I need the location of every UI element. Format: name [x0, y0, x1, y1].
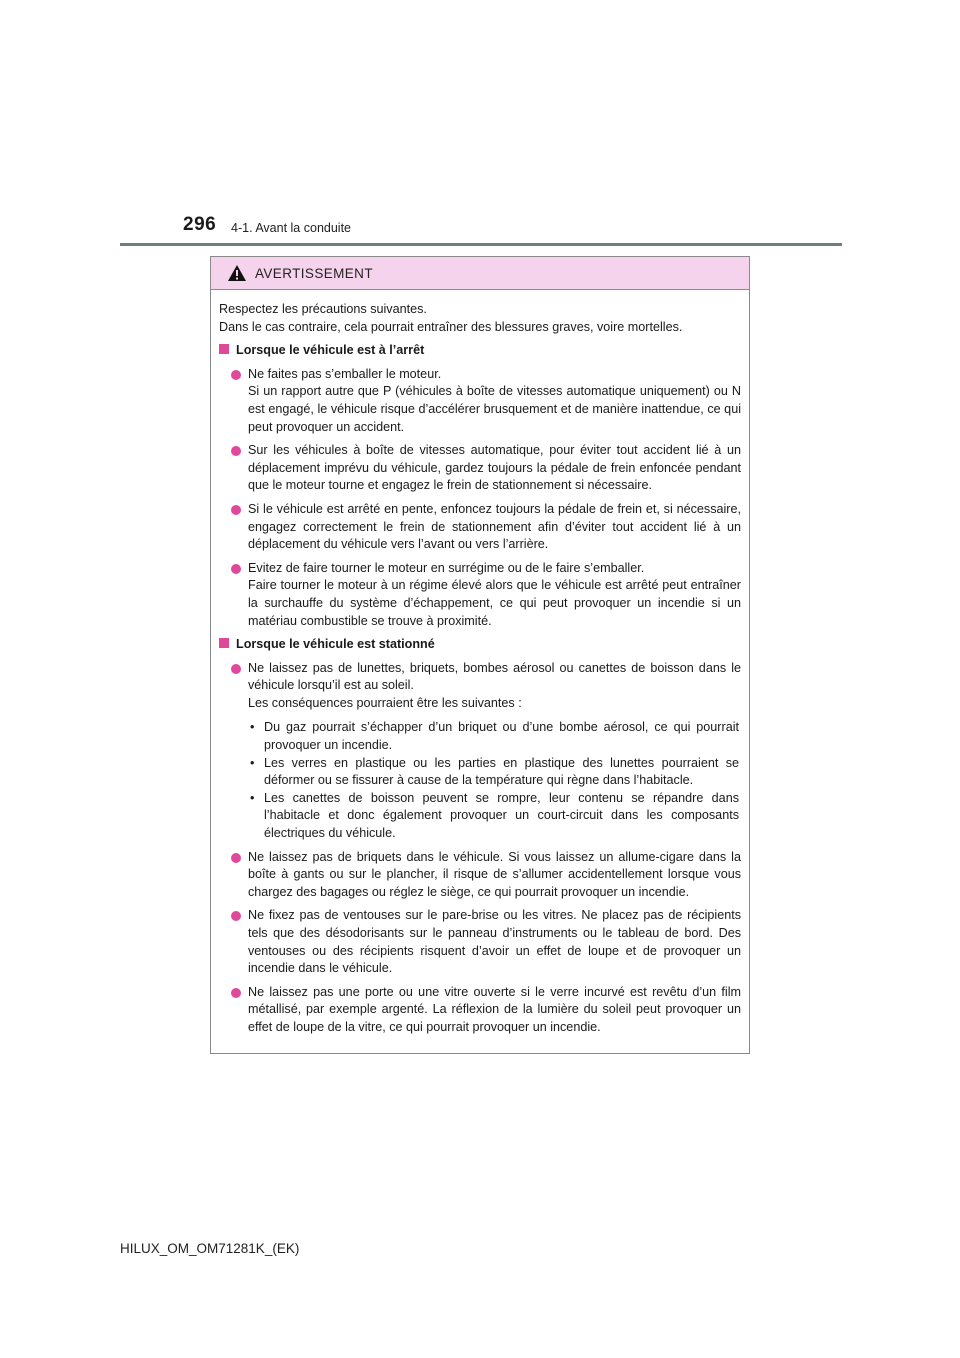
item-paragraph: Sur les véhicules à boîte de vitesses automatique, pour éviter tout accident lié à un déplacement imprévu du véhicule, gardez toujours la pédale de frein enfoncée pendant que le moteur tourne et engagez le frein de stationnement si nécessaire. [248, 443, 741, 493]
section-title: 4-1. Avant la conduite [231, 221, 351, 235]
warning-item-text [248, 442, 741, 495]
sub-list-item-text: Les verres en plastique ou les parties en plastique des lunettes pourraient se déformer ou se fissurer à cause de la température qui règne dans l’habitacle. [264, 755, 739, 788]
small-bullet-icon: • [250, 755, 255, 770]
small-bullet-icon: • [250, 720, 255, 735]
sub-list-item-text: Du gaz pourrait s’échapper d’un briquet ou d’une bombe aérosol, ce qui pourrait provoquer un incendie. [264, 720, 739, 753]
sub-list-item [248, 719, 741, 754]
small-bullet-icon: • [250, 790, 255, 805]
item-paragraph: Ne fixez pas de ventouses sur le pare-brise ou les vitres. Ne placez pas de récipients tels que des désodorisants sur le panneau d’instruments ou le tableau de bord. Des ventouses ou des récipients risquent d’avoir un effet de loupe et de provoquer un incendie dans le véhicule. [248, 908, 741, 976]
section-heading [219, 636, 741, 654]
warning-body [211, 290, 749, 1037]
sub-list-item-text: Les canettes de boisson peuvent se rompre, leur contenu se répandre dans l’habitacle et donc également provoquer un court-circuit dans les composants électriques du véhicule. [264, 790, 739, 841]
header-divider [120, 243, 842, 246]
warning-item-text [248, 984, 741, 1037]
warning-item [219, 560, 741, 630]
item-paragraph: Faire tourner le moteur à un régime élevé alors que le véhicule est arrêté peut entraîner la surchauffe du système d’échappement, ce qui peut provoquer un incendie si un matériau combustible se trouve à proximité. [248, 578, 741, 628]
circle-bullet-icon [231, 664, 241, 674]
square-bullet-icon [219, 344, 229, 354]
warning-item [219, 366, 741, 436]
warning-item-text [248, 849, 741, 902]
circle-bullet-icon [231, 564, 241, 574]
page-number: 296 [183, 214, 217, 235]
circle-bullet-icon [231, 853, 241, 863]
warning-box [210, 256, 750, 1054]
warning-item-text [248, 366, 741, 436]
item-paragraph: Evitez de faire tourner le moteur en surrégime ou de le faire s’emballer. [248, 560, 645, 575]
item-paragraph: Ne laissez pas de briquets dans le véhicule. Si vous laissez un allume-cigare dans la boîte à gants ou sur le plancher, il risque de s’allumer accidentellement lorsque vous chargez des bagages ou réglez le siège, ce qui pourrait provoquer un incendie. [248, 849, 741, 899]
square-bullet-icon [219, 638, 229, 648]
warning-triangle-icon [227, 264, 247, 282]
warning-intro [219, 301, 741, 336]
circle-bullet-icon [231, 911, 241, 921]
circle-bullet-icon [231, 370, 241, 380]
item-paragraph: Ne laissez pas de lunettes, briquets, bombes aérosol ou canettes de boisson dans le véhicule lorsqu’il est au soleil. [248, 660, 741, 693]
warning-header [211, 257, 749, 290]
warning-item-text [248, 660, 741, 843]
circle-bullet-icon [231, 988, 241, 998]
intro-line: Respectez les précautions suivantes. [219, 302, 427, 316]
warning-item [219, 849, 741, 902]
sub-list-item [248, 790, 741, 843]
warning-item [219, 907, 741, 977]
warning-sections [219, 342, 741, 1036]
warning-item-text [248, 560, 741, 630]
item-paragraph: Ne laissez pas une porte ou une vitre ouverte si le verre incurvé est revêtu d’un film métallisé, par exemple argenté. La réflexion de la lumière du soleil peut provoquer un effet de loupe de la vitre, ce qui pourrait provoquer un incendie. [248, 984, 741, 1034]
section-heading-text: Lorsque le véhicule est stationné [236, 637, 435, 652]
sub-list [248, 719, 741, 842]
document-code: HILUX_OM_OM71281K_(EK) [120, 1241, 300, 1256]
warning-item [219, 501, 741, 554]
warning-item [219, 442, 741, 495]
section-heading [219, 342, 741, 360]
warning-title: AVERTISSEMENT [255, 265, 373, 281]
section-heading-text: Lorsque le véhicule est à l’arrêt [236, 343, 425, 358]
warning-item-text [248, 907, 741, 977]
item-paragraph: Ne faites pas s’emballer le moteur. [248, 366, 442, 381]
circle-bullet-icon [231, 505, 241, 515]
sub-list-item [248, 755, 741, 790]
item-paragraph: Si un rapport autre que P (véhicules à boîte de vitesses automatique uniquement) ou N est engagé, le véhicule risque d’accélérer brusquement et de manière inattendue, ce qui peut provoquer un accident. [248, 384, 741, 434]
intro-line: Dans le cas contraire, cela pourrait entraîner des blessures graves, voire mortelles. [219, 319, 683, 334]
circle-bullet-icon [231, 446, 241, 456]
item-paragraph: Les conséquences pourraient être les suivantes : [248, 695, 522, 710]
warning-item [219, 984, 741, 1037]
warning-item-text [248, 501, 741, 554]
warning-item [219, 660, 741, 843]
item-paragraph: Si le véhicule est arrêté en pente, enfoncez toujours la pédale de frein et, si nécessaire, engagez correctement le frein de stationnement afin d’éviter tout accident lié à un déplacement du véhicule vers l’avant ou vers l’arrière. [248, 501, 741, 552]
